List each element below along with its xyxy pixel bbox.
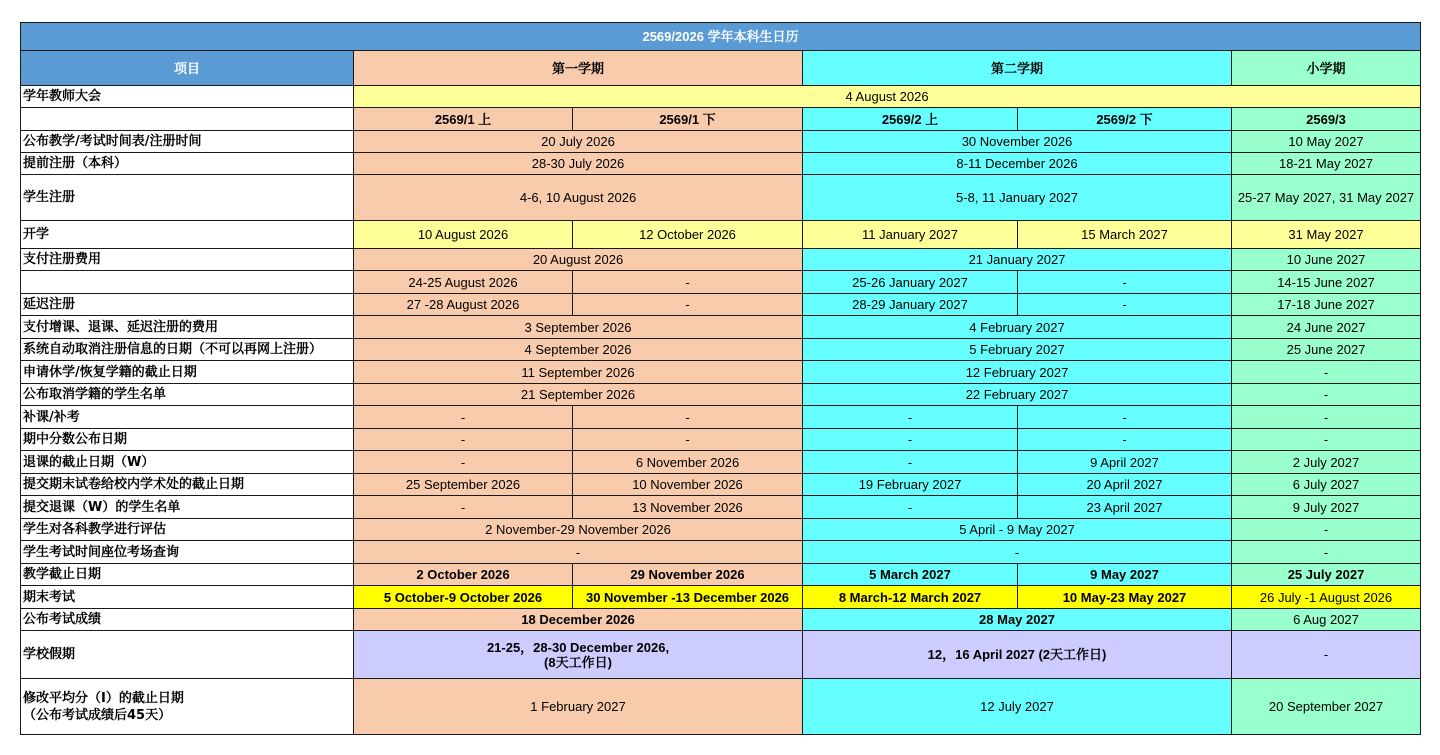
- cell: 10 August 2026: [354, 221, 573, 249]
- cell: 9 July 2027: [1232, 496, 1421, 519]
- holiday-s1-line2: (8天工作日): [544, 654, 612, 670]
- cell: 24-25 August 2026: [354, 271, 573, 294]
- cell: 10 May 2027: [1232, 131, 1421, 153]
- table-row: [21, 153, 1421, 175]
- cell: 5-8, 11 January 2027: [803, 175, 1232, 221]
- cell: -: [354, 406, 573, 429]
- cell: 5 February 2027: [803, 339, 1232, 361]
- cell: 10 June 2027: [1232, 249, 1421, 271]
- row-label: [21, 271, 354, 294]
- cell: 26 July -1 August 2026: [1232, 586, 1421, 609]
- row-label: 学校假期: [21, 631, 354, 679]
- cell: 5 April - 9 May 2027: [803, 519, 1232, 541]
- cell: 12，16 April 2027 (2天工作日): [803, 631, 1232, 679]
- table-row: [21, 564, 1421, 586]
- cell: 4-6, 10 August 2026: [354, 175, 803, 221]
- row-label: 学生考试时间座位考场查询: [21, 541, 354, 564]
- cell: -: [1232, 406, 1421, 429]
- table-row: [21, 271, 1421, 294]
- cell: 4 September 2026: [354, 339, 803, 361]
- cell: -: [1232, 631, 1421, 679]
- row-label: 期末考试: [21, 586, 354, 609]
- semester1-header: 第一学期: [354, 51, 803, 86]
- table-row: [21, 631, 1421, 679]
- cell: 18 December 2026: [354, 609, 803, 631]
- cell: 12 October 2026: [573, 221, 803, 249]
- cell: -: [1232, 541, 1421, 564]
- cell: -: [354, 496, 573, 519]
- cell: -: [1232, 519, 1421, 541]
- row-label: 公布取消学籍的学生名单: [21, 384, 354, 406]
- cell: 21 January 2027: [803, 249, 1232, 271]
- cell: 28-29 January 2027: [803, 294, 1018, 316]
- cell: 6 July 2027: [1232, 474, 1421, 496]
- row-label: 补课/补考: [21, 406, 354, 429]
- table-row: [21, 175, 1421, 221]
- table-row: [21, 679, 1421, 735]
- cell: -: [354, 541, 803, 564]
- cell: -: [354, 451, 573, 474]
- sub-header-summer: 2569/3: [1232, 108, 1421, 131]
- cell: 25 June 2027: [1232, 339, 1421, 361]
- table-row: [21, 429, 1421, 451]
- semester2-header: 第二学期: [803, 51, 1232, 86]
- cell: 22 February 2027: [803, 384, 1232, 406]
- cell: 12 July 2027: [803, 679, 1232, 735]
- row-label-line1: 修改平均分（I）的截止日期: [23, 690, 184, 706]
- table-row: [21, 384, 1421, 406]
- table-row: [21, 131, 1421, 153]
- holiday-s1-line1: 21-25，28-30 December 2026,: [486, 639, 670, 655]
- table-row: [21, 339, 1421, 361]
- cell: 28-30 July 2026: [354, 153, 803, 175]
- item-header: 项目: [21, 51, 354, 86]
- cell: -: [1232, 361, 1421, 384]
- row-label: 公布考试成绩: [21, 609, 354, 631]
- cell: 30 November 2026: [803, 131, 1232, 153]
- row-label: 期中分数公布日期: [21, 429, 354, 451]
- cell: -: [1232, 429, 1421, 451]
- cell: -: [803, 429, 1018, 451]
- table-row: [21, 221, 1421, 249]
- cell: 19 February 2027: [803, 474, 1018, 496]
- cell: 11 January 2027: [803, 221, 1018, 249]
- table-row: [21, 316, 1421, 339]
- cell: 23 April 2027: [1018, 496, 1232, 519]
- table-row: [21, 541, 1421, 564]
- row-label: 延迟注册: [21, 294, 354, 316]
- cell: 20 July 2026: [354, 131, 803, 153]
- table-row: [21, 451, 1421, 474]
- cell: -: [1018, 294, 1232, 316]
- row-label: 提交退课（W）的学生名单: [21, 496, 354, 519]
- row-label: 提前注册（本科）: [21, 153, 354, 175]
- row-label: 教学截止日期: [21, 564, 354, 586]
- row-label: 学年教师大会: [21, 86, 354, 108]
- row-label: 支付注册费用: [21, 249, 354, 271]
- cell: 6 Aug 2027: [1232, 609, 1421, 631]
- cell: 6 November 2026: [573, 451, 803, 474]
- row-label: 开学: [21, 221, 354, 249]
- cell: 5 October-9 October 2026: [354, 586, 573, 609]
- row-label: 系统自动取消注册信息的日期（不可以再网上注册）: [21, 339, 354, 361]
- summer-header: 小学期: [1232, 51, 1421, 86]
- table-row: [21, 519, 1421, 541]
- row-label-line2: （公布考试成绩后45天）: [23, 707, 172, 723]
- table-row: [21, 609, 1421, 631]
- cell: 25-26 January 2027: [803, 271, 1018, 294]
- cell: 2 October 2026: [354, 564, 573, 586]
- table-row: [21, 361, 1421, 384]
- cell: 17-18 June 2027: [1232, 294, 1421, 316]
- academic-calendar-table: [20, 22, 1421, 735]
- cell: -: [1018, 271, 1232, 294]
- row-label: 学生注册: [21, 175, 354, 221]
- row-label: 学生对各科教学进行评估: [21, 519, 354, 541]
- cell: -: [573, 294, 803, 316]
- row-label: [21, 679, 354, 735]
- cell: 20 August 2026: [354, 249, 803, 271]
- cell: 1 February 2027: [354, 679, 803, 735]
- cell: 11 September 2026: [354, 361, 803, 384]
- cell: 25-27 May 2027, 31 May 2027: [1232, 175, 1421, 221]
- table-row: [21, 86, 1421, 108]
- cell: -: [803, 406, 1018, 429]
- sub-header-s2a: 2569/2 上: [803, 108, 1018, 131]
- cell: -: [1232, 384, 1421, 406]
- table-row: [21, 496, 1421, 519]
- sub-header-s1b: 2569/1 下: [573, 108, 803, 131]
- cell: 15 March 2027: [1018, 221, 1232, 249]
- table-row: [21, 586, 1421, 609]
- cell: 28 May 2027: [803, 609, 1232, 631]
- cell: 2 July 2027: [1232, 451, 1421, 474]
- cell: 4 August 2026: [354, 86, 1421, 108]
- table-row: [21, 406, 1421, 429]
- cell: 30 November -13 December 2026: [573, 586, 803, 609]
- row-label: 提交期末试卷给校内学术处的截止日期: [21, 474, 354, 496]
- row-label: 公布教学/考试时间表/注册时间: [21, 131, 354, 153]
- sub-header-s1a: 2569/1 上: [354, 108, 573, 131]
- cell: 4 February 2027: [803, 316, 1232, 339]
- cell: -: [803, 451, 1018, 474]
- semester-header-row: [21, 51, 1421, 86]
- cell: -: [1018, 406, 1232, 429]
- cell: 10 November 2026: [573, 474, 803, 496]
- cell: -: [573, 406, 803, 429]
- cell: 9 April 2027: [1018, 451, 1232, 474]
- cell: -: [803, 541, 1232, 564]
- cell: 27 -28 August 2026: [354, 294, 573, 316]
- table-row: [21, 294, 1421, 316]
- cell: 25 July 2027: [1232, 564, 1421, 586]
- table-row: [21, 474, 1421, 496]
- cell: 5 March 2027: [803, 564, 1018, 586]
- cell: 24 June 2027: [1232, 316, 1421, 339]
- row-label: 支付增课、退课、延迟注册的费用: [21, 316, 354, 339]
- cell: 25 September 2026: [354, 474, 573, 496]
- cell: [354, 631, 803, 679]
- row-label: 申请休学/恢复学籍的截止日期: [21, 361, 354, 384]
- cell: 8 March-12 March 2027: [803, 586, 1018, 609]
- cell: 14-15 June 2027: [1232, 271, 1421, 294]
- cell: 2 November-29 November 2026: [354, 519, 803, 541]
- title-row: [21, 23, 1421, 51]
- sub-header-row: [21, 108, 1421, 131]
- calendar-title: 2569/2026 学年本科生日历: [21, 23, 1421, 51]
- row-label: [21, 108, 354, 131]
- cell: -: [1018, 429, 1232, 451]
- cell: 20 September 2027: [1232, 679, 1421, 735]
- cell: 20 April 2027: [1018, 474, 1232, 496]
- cell: 18-21 May 2027: [1232, 153, 1421, 175]
- row-label: 退课的截止日期（W）: [21, 451, 354, 474]
- cell: 10 May-23 May 2027: [1018, 586, 1232, 609]
- cell: -: [354, 429, 573, 451]
- cell: -: [573, 271, 803, 294]
- cell: 29 November 2026: [573, 564, 803, 586]
- table-row: [21, 249, 1421, 271]
- cell: 21 September 2026: [354, 384, 803, 406]
- cell: 12 February 2027: [803, 361, 1232, 384]
- cell: 13 November 2026: [573, 496, 803, 519]
- cell: 8-11 December 2026: [803, 153, 1232, 175]
- cell: 3 September 2026: [354, 316, 803, 339]
- sub-header-s2b: 2569/2 下: [1018, 108, 1232, 131]
- cell: 31 May 2027: [1232, 221, 1421, 249]
- cell: -: [573, 429, 803, 451]
- cell: 9 May 2027: [1018, 564, 1232, 586]
- cell: -: [803, 496, 1018, 519]
